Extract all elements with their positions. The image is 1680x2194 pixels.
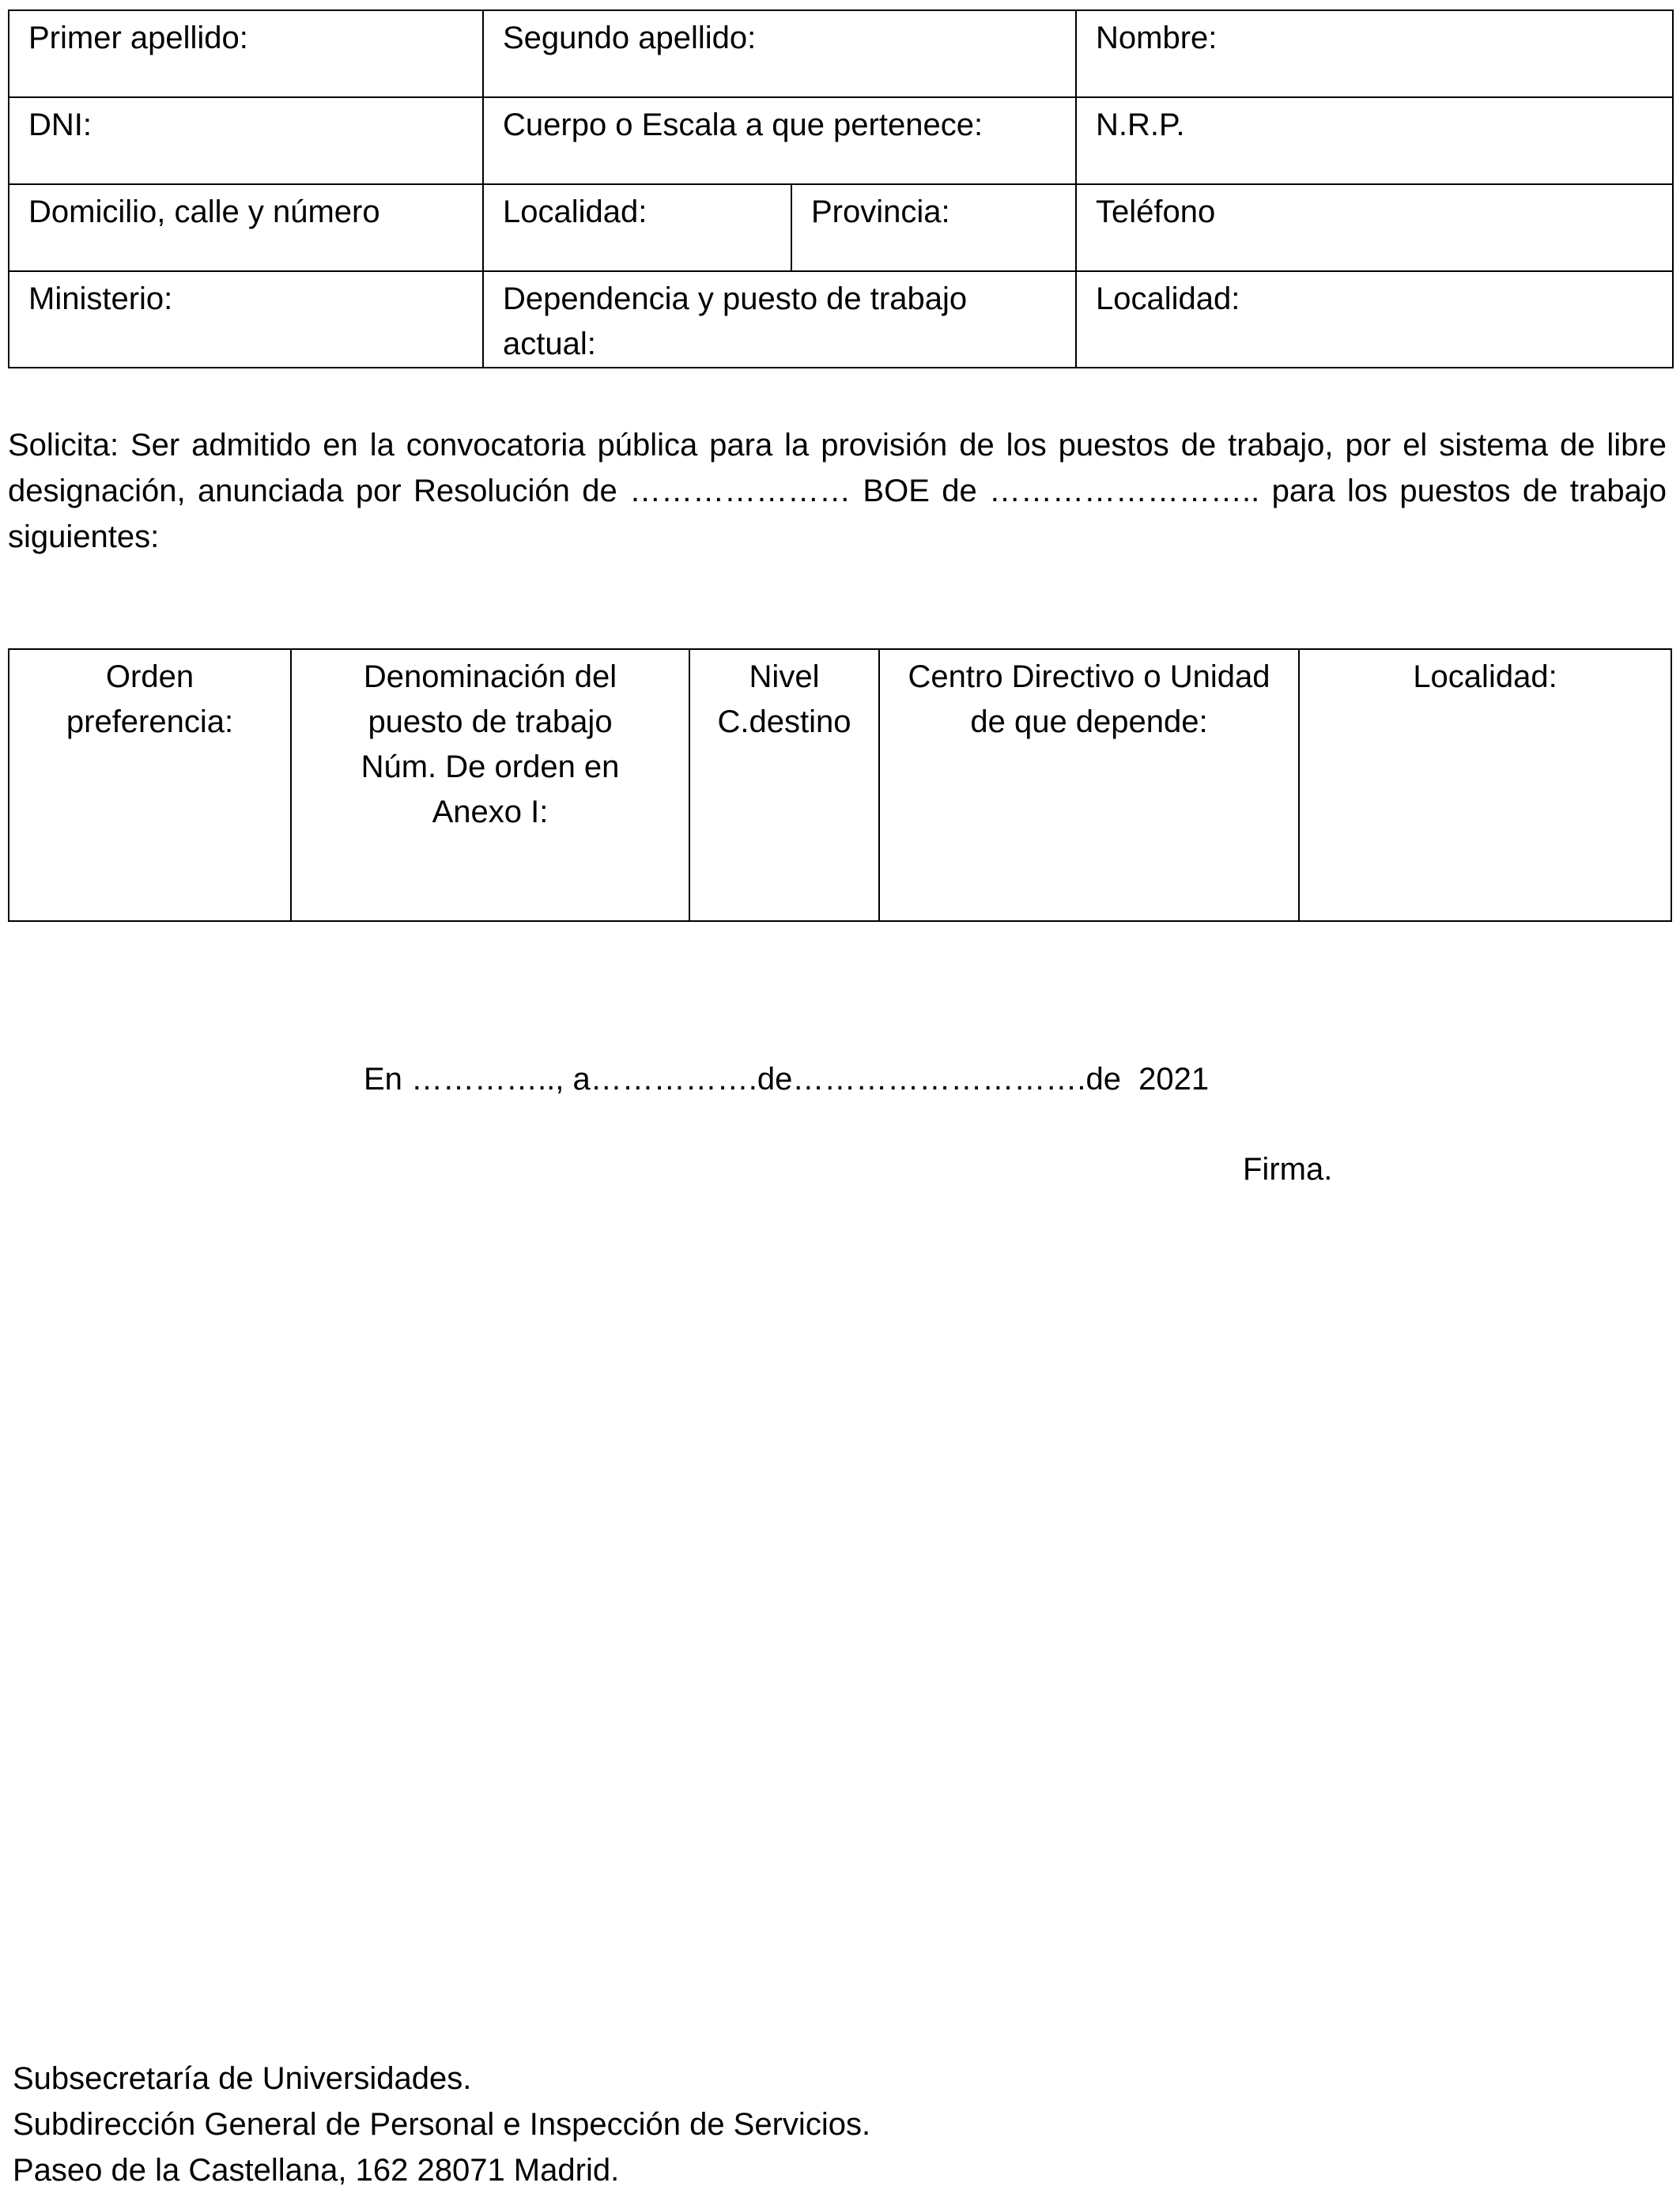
localidad-puesto-cell[interactable] <box>1299 649 1671 921</box>
localidad-field[interactable] <box>483 184 791 271</box>
denominacion-puesto-cell[interactable] <box>291 649 689 921</box>
segundo-apellido-field[interactable] <box>483 10 1076 97</box>
table-row <box>9 271 1673 368</box>
table-row <box>9 649 1671 921</box>
date-place-line: En ………….., a…………….de……………………….de 2021 <box>364 1062 1210 1097</box>
orden-preferencia-header: Orden preferencia: <box>66 659 234 739</box>
localidad-puesto-header: Localidad: <box>1413 659 1557 694</box>
orden-preferencia-cell[interactable] <box>9 649 291 921</box>
nombre-field[interactable] <box>1076 10 1673 97</box>
signature-label: Firma. <box>1243 1152 1333 1187</box>
telefono-field[interactable] <box>1076 184 1673 271</box>
footer-line: Subdirección General de Personal e Inspección de Servicios. <box>13 2107 871 2142</box>
table-row <box>9 97 1673 184</box>
personal-data-table <box>8 9 1674 368</box>
table-row <box>9 184 1673 271</box>
denominacion-puesto-header: Denominación del puesto de trabajo Núm. De orden en Anexo I: <box>361 659 620 829</box>
ministerio-field[interactable] <box>9 271 483 368</box>
localidad-label: Localidad: <box>503 194 647 229</box>
primer-apellido-field[interactable] <box>9 10 483 97</box>
request-paragraph: Solicita: Ser admitido en la convocatoria pública para la provisión de los puestos de trabajo, por el sistema de libre designación, anunciada por Resolución de ………………… BOE de …………………….. para los puestos de trabajo siguientes: <box>8 428 1667 554</box>
ministerio-label: Ministerio: <box>28 281 173 316</box>
dependencia-label: Dependencia y puesto de trabajo actual: <box>503 281 968 361</box>
segundo-apellido-label: Segundo apellido: <box>503 21 757 55</box>
provincia-field[interactable] <box>791 184 1076 271</box>
nivel-destino-header: Nivel C.destino <box>717 659 851 739</box>
table-row <box>9 10 1673 97</box>
footer-address <box>13 2056 870 2193</box>
nombre-label: Nombre: <box>1096 21 1218 55</box>
provincia-label: Provincia: <box>811 194 950 229</box>
dni-label: DNI: <box>28 108 92 142</box>
positions-table <box>8 648 1672 922</box>
primer-apellido-label: Primer apellido: <box>28 21 248 55</box>
centro-directivo-cell[interactable] <box>879 649 1299 921</box>
telefono-label: Teléfono <box>1096 194 1216 229</box>
dni-field[interactable] <box>9 97 483 184</box>
footer-line: Paseo de la Castellana, 162 28071 Madrid. <box>13 2153 620 2188</box>
localidad-actual-label: Localidad: <box>1096 281 1240 316</box>
domicilio-field[interactable] <box>9 184 483 271</box>
footer-line: Subsecretaría de Universidades. <box>13 2061 472 2096</box>
nrp-label: N.R.P. <box>1096 108 1185 142</box>
localidad-actual-field[interactable] <box>1076 271 1673 368</box>
centro-directivo-header: Centro Directivo o Unidad de que depende: <box>908 659 1270 739</box>
domicilio-label: Domicilio, calle y número <box>28 194 380 229</box>
nivel-destino-cell[interactable] <box>689 649 879 921</box>
nrp-field[interactable] <box>1076 97 1673 184</box>
dependencia-field[interactable] <box>483 271 1076 368</box>
cuerpo-escala-label: Cuerpo o Escala a que pertenece: <box>503 108 983 142</box>
cuerpo-escala-field[interactable] <box>483 97 1076 184</box>
